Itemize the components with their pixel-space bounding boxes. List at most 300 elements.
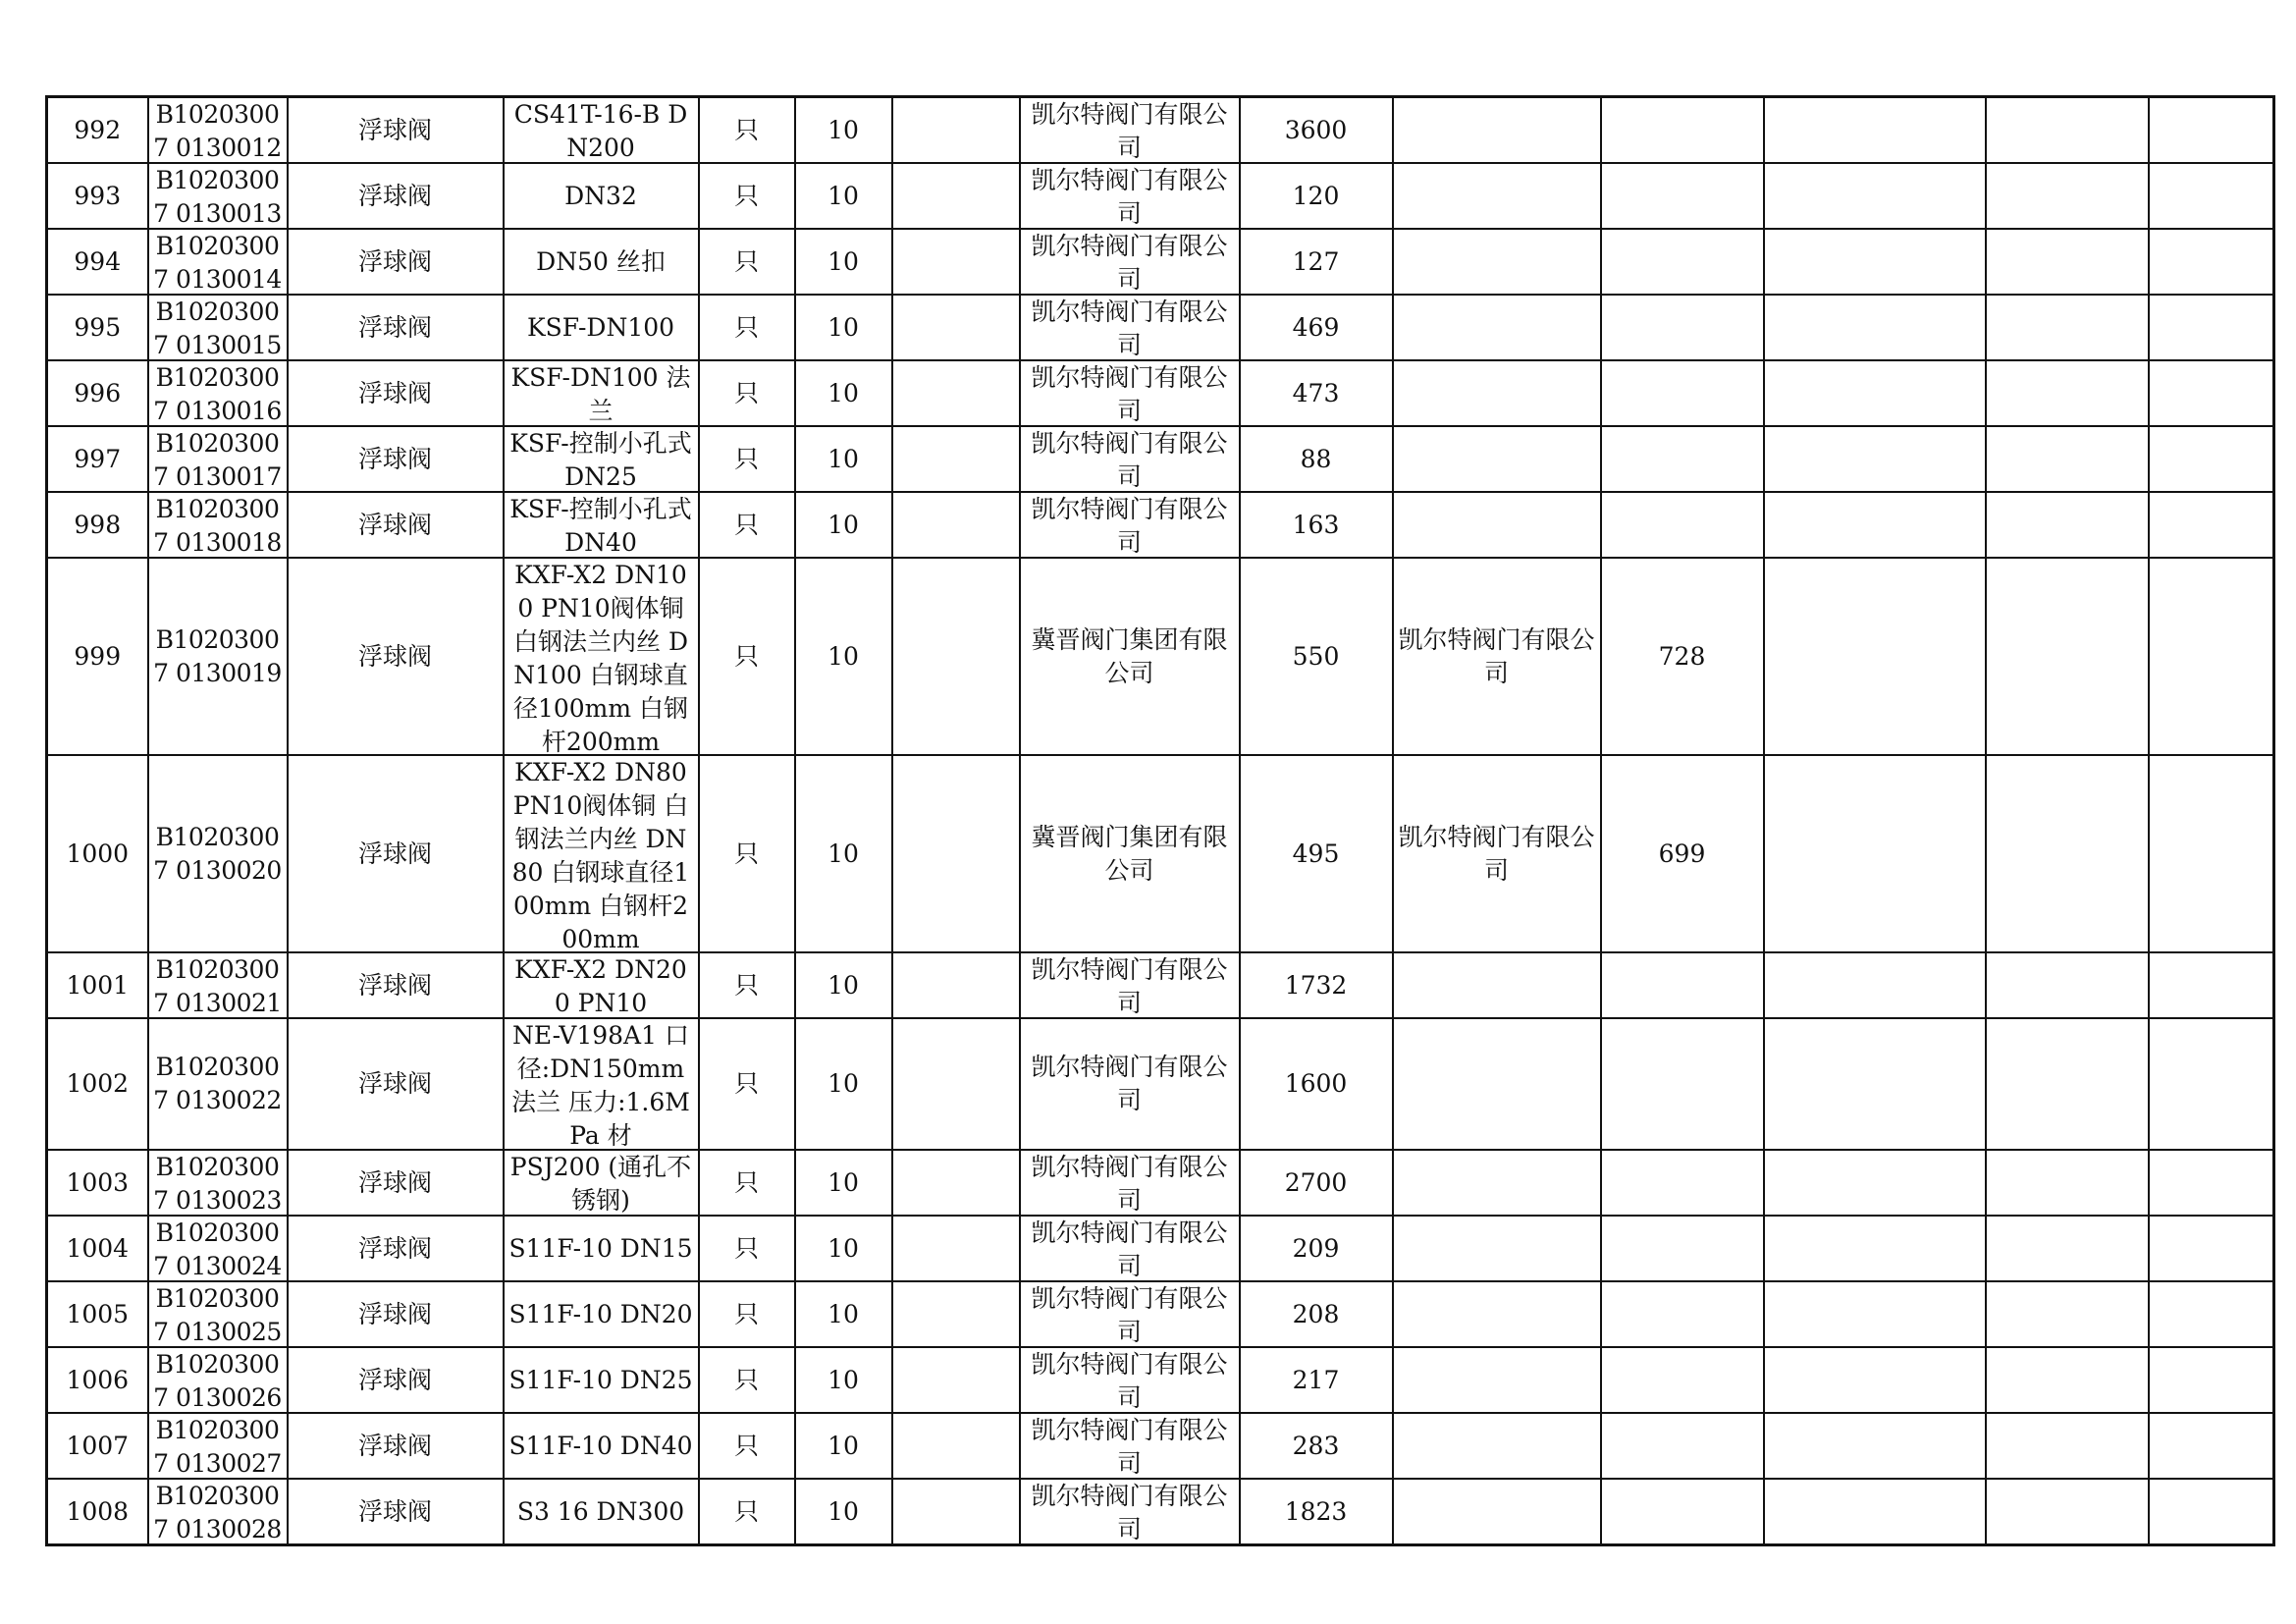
table-row bbox=[47, 1413, 2274, 1479]
empty-cell bbox=[1764, 229, 1986, 295]
spec-cell bbox=[504, 952, 699, 1018]
price-2-cell bbox=[1601, 229, 1764, 295]
quantity-cell: 10 bbox=[795, 97, 892, 164]
item-name-cell: 浮球阀 bbox=[288, 229, 504, 295]
empty-cell bbox=[1986, 163, 2149, 229]
material-code-text: B10203007 0130022 bbox=[153, 1053, 282, 1114]
quantity-cell: 10 bbox=[795, 755, 892, 952]
quantity-cell: 10 bbox=[795, 492, 892, 558]
empty-cell bbox=[1764, 426, 1986, 492]
unit-cell: 只 bbox=[699, 1347, 795, 1413]
row-number-cell: 1006 bbox=[47, 1347, 148, 1413]
row-number-cell: 992 bbox=[47, 97, 148, 164]
row-number-cell: 1000 bbox=[47, 755, 148, 952]
row-number-cell: 1008 bbox=[47, 1479, 148, 1545]
spec-cell bbox=[504, 558, 699, 755]
quantity-cell: 10 bbox=[795, 163, 892, 229]
supplier-2-cell bbox=[1393, 163, 1601, 229]
supplier-1-text: 凯尔特阀门有限公司 bbox=[1031, 495, 1228, 557]
item-name-cell: 浮球阀 bbox=[288, 1479, 504, 1545]
unit-cell: 只 bbox=[699, 492, 795, 558]
empty-cell bbox=[1764, 97, 1986, 164]
supplier-1-cell bbox=[1020, 426, 1240, 492]
supplier-2-cell bbox=[1393, 360, 1601, 426]
quantity-cell: 10 bbox=[795, 426, 892, 492]
supplier-1-cell bbox=[1020, 229, 1240, 295]
item-name-cell: 浮球阀 bbox=[288, 426, 504, 492]
table-row bbox=[47, 295, 2274, 360]
spec-cell bbox=[504, 1150, 699, 1216]
unit-cell: 只 bbox=[699, 163, 795, 229]
price-2-cell bbox=[1601, 295, 1764, 360]
price-2-cell bbox=[1601, 1150, 1764, 1216]
supplier-2-text: 凯尔特阀门有限公司 bbox=[1398, 624, 1595, 687]
spec-text: S11F-10 DN20 bbox=[508, 1299, 693, 1328]
spec-text: KSF-DN100 法兰 bbox=[510, 363, 691, 425]
price-1-cell: 1732 bbox=[1240, 952, 1393, 1018]
spec-text: KXF-X2 DN200 PN10 bbox=[514, 955, 687, 1017]
price-1-cell: 3600 bbox=[1240, 97, 1393, 164]
spec-cell bbox=[504, 492, 699, 558]
supplier-1-cell bbox=[1020, 1281, 1240, 1347]
supplier-1-cell bbox=[1020, 1018, 1240, 1150]
empty-cell bbox=[2149, 1479, 2274, 1545]
empty-cell bbox=[1764, 1347, 1986, 1413]
note-cell bbox=[892, 952, 1020, 1018]
table-row bbox=[47, 1479, 2274, 1545]
item-name-cell: 浮球阀 bbox=[288, 1216, 504, 1281]
spec-cell bbox=[504, 1281, 699, 1347]
material-code-cell bbox=[148, 229, 288, 295]
price-1-cell: 209 bbox=[1240, 1216, 1393, 1281]
empty-cell bbox=[1764, 952, 1986, 1018]
material-code-text: B10203007 0130013 bbox=[153, 166, 282, 228]
empty-cell bbox=[1986, 97, 2149, 164]
empty-cell bbox=[1986, 229, 2149, 295]
unit-cell: 只 bbox=[699, 1413, 795, 1479]
spec-text: PSJ200 (通孔不锈钢) bbox=[509, 1153, 692, 1215]
supplier-2-cell bbox=[1393, 492, 1601, 558]
spec-text: S11F-10 DN25 bbox=[508, 1365, 693, 1394]
quantity-cell: 10 bbox=[795, 1281, 892, 1347]
material-code-text: B10203007 0130020 bbox=[153, 822, 282, 885]
supplier-1-text: 凯尔特阀门有限公司 bbox=[1031, 100, 1228, 162]
row-number-cell: 1001 bbox=[47, 952, 148, 1018]
spec-text: KSF-控制小孔式 DN40 bbox=[509, 495, 692, 557]
price-1-cell: 217 bbox=[1240, 1347, 1393, 1413]
supplier-1-text: 冀晋阀门集团有限公司 bbox=[1031, 624, 1228, 687]
material-code-cell bbox=[148, 558, 288, 755]
quantity-cell: 10 bbox=[795, 1413, 892, 1479]
item-name-cell: 浮球阀 bbox=[288, 295, 504, 360]
empty-cell bbox=[1986, 295, 2149, 360]
spec-text: KSF-控制小孔式 DN25 bbox=[509, 429, 692, 491]
empty-cell bbox=[1764, 295, 1986, 360]
spec-text: KXF-X2 DN100 PN10阀体铜 白钢法兰内丝 DN100 白钢球直径100mm 白钢杆200mm bbox=[512, 561, 689, 754]
price-1-cell: 2700 bbox=[1240, 1150, 1393, 1216]
empty-cell bbox=[1764, 1413, 1986, 1479]
price-1-cell: 495 bbox=[1240, 755, 1393, 952]
row-number-cell: 1004 bbox=[47, 1216, 148, 1281]
spec-text: S11F-10 DN15 bbox=[508, 1233, 693, 1263]
spec-cell bbox=[504, 295, 699, 360]
table-row bbox=[47, 163, 2274, 229]
table-row bbox=[47, 97, 2274, 164]
quantity-cell: 10 bbox=[795, 360, 892, 426]
price-2-cell bbox=[1601, 426, 1764, 492]
supplier-1-cell bbox=[1020, 492, 1240, 558]
row-number-cell: 1003 bbox=[47, 1150, 148, 1216]
note-cell bbox=[892, 755, 1020, 952]
empty-cell bbox=[2149, 1216, 2274, 1281]
empty-cell bbox=[1764, 558, 1986, 755]
material-code-cell bbox=[148, 1347, 288, 1413]
material-code-cell bbox=[148, 1018, 288, 1150]
item-name-cell: 浮球阀 bbox=[288, 97, 504, 164]
supplier-1-cell bbox=[1020, 558, 1240, 755]
supplier-1-cell bbox=[1020, 1150, 1240, 1216]
unit-cell: 只 bbox=[699, 1479, 795, 1545]
price-2-cell: 699 bbox=[1601, 755, 1764, 952]
empty-cell bbox=[1986, 1018, 2149, 1150]
supplier-2-cell bbox=[1393, 229, 1601, 295]
supplier-1-text: 冀晋阀门集团有限公司 bbox=[1031, 822, 1228, 885]
quantity-cell: 10 bbox=[795, 1479, 892, 1545]
material-code-text: B10203007 0130027 bbox=[153, 1416, 282, 1478]
note-cell bbox=[892, 1018, 1020, 1150]
supplier-2-cell bbox=[1393, 558, 1601, 755]
supplier-2-cell bbox=[1393, 1413, 1601, 1479]
empty-cell bbox=[1764, 360, 1986, 426]
supplier-1-cell bbox=[1020, 295, 1240, 360]
empty-cell bbox=[1764, 755, 1986, 952]
empty-cell bbox=[2149, 360, 2274, 426]
empty-cell bbox=[1986, 1413, 2149, 1479]
row-number-cell: 997 bbox=[47, 426, 148, 492]
spec-cell bbox=[504, 163, 699, 229]
quantity-cell: 10 bbox=[795, 229, 892, 295]
empty-cell bbox=[2149, 97, 2274, 164]
note-cell bbox=[892, 426, 1020, 492]
price-1-cell: 283 bbox=[1240, 1413, 1393, 1479]
row-number-cell: 1007 bbox=[47, 1413, 148, 1479]
supplier-1-cell bbox=[1020, 360, 1240, 426]
material-code-cell bbox=[148, 295, 288, 360]
table-row bbox=[47, 1150, 2274, 1216]
unit-cell: 只 bbox=[699, 229, 795, 295]
item-name-cell: 浮球阀 bbox=[288, 755, 504, 952]
price-2-cell bbox=[1601, 1347, 1764, 1413]
empty-cell bbox=[1764, 1216, 1986, 1281]
unit-cell: 只 bbox=[699, 558, 795, 755]
supplier-2-cell bbox=[1393, 97, 1601, 164]
material-code-cell bbox=[148, 1281, 288, 1347]
row-number-cell: 1002 bbox=[47, 1018, 148, 1150]
price-1-cell: 1600 bbox=[1240, 1018, 1393, 1150]
spec-text: DN50 丝扣 bbox=[536, 246, 666, 276]
material-code-cell bbox=[148, 952, 288, 1018]
price-1-cell: 88 bbox=[1240, 426, 1393, 492]
item-name-cell: 浮球阀 bbox=[288, 360, 504, 426]
supplier-1-cell bbox=[1020, 1479, 1240, 1545]
spec-text: NE-V198A1 口径:DN150mm法兰 压力:1.6MPa 材 bbox=[511, 1021, 690, 1149]
supplier-1-text: 凯尔特阀门有限公司 bbox=[1031, 1218, 1228, 1280]
material-code-text: B10203007 0130028 bbox=[153, 1482, 282, 1543]
unit-cell: 只 bbox=[699, 1018, 795, 1150]
item-name-cell: 浮球阀 bbox=[288, 1018, 504, 1150]
spec-cell bbox=[504, 229, 699, 295]
supplier-1-cell bbox=[1020, 1413, 1240, 1479]
empty-cell bbox=[1986, 1347, 2149, 1413]
table-row bbox=[47, 229, 2274, 295]
price-1-cell: 208 bbox=[1240, 1281, 1393, 1347]
supplier-1-text: 凯尔特阀门有限公司 bbox=[1031, 1416, 1228, 1478]
quantity-cell: 10 bbox=[795, 1347, 892, 1413]
quantity-cell: 10 bbox=[795, 952, 892, 1018]
material-code-cell bbox=[148, 360, 288, 426]
table-row bbox=[47, 952, 2274, 1018]
material-code-cell bbox=[148, 163, 288, 229]
supplier-2-cell bbox=[1393, 1018, 1601, 1150]
spec-text: DN32 bbox=[564, 181, 637, 210]
material-code-cell bbox=[148, 1216, 288, 1281]
empty-cell bbox=[1986, 1150, 2149, 1216]
supplier-2-cell bbox=[1393, 1479, 1601, 1545]
empty-cell bbox=[2149, 426, 2274, 492]
material-code-text: B10203007 0130014 bbox=[153, 232, 282, 294]
spec-text: CS41T-16-B DN200 bbox=[513, 100, 688, 162]
note-cell bbox=[892, 295, 1020, 360]
supplier-1-cell bbox=[1020, 952, 1240, 1018]
material-code-text: B10203007 0130019 bbox=[153, 624, 282, 687]
material-code-cell bbox=[148, 1413, 288, 1479]
note-cell bbox=[892, 1281, 1020, 1347]
unit-cell: 只 bbox=[699, 295, 795, 360]
empty-cell bbox=[1764, 1018, 1986, 1150]
spec-cell bbox=[504, 755, 699, 952]
item-name-cell: 浮球阀 bbox=[288, 1413, 504, 1479]
unit-cell: 只 bbox=[699, 1281, 795, 1347]
quantity-cell: 10 bbox=[795, 1150, 892, 1216]
price-2-cell bbox=[1601, 163, 1764, 229]
empty-cell bbox=[2149, 1347, 2274, 1413]
note-cell bbox=[892, 97, 1020, 164]
supplier-1-text: 凯尔特阀门有限公司 bbox=[1031, 166, 1228, 228]
material-code-text: B10203007 0130012 bbox=[153, 100, 282, 162]
quantity-cell: 10 bbox=[795, 558, 892, 755]
row-number-cell: 999 bbox=[47, 558, 148, 755]
supplier-1-text: 凯尔特阀门有限公司 bbox=[1031, 1053, 1228, 1114]
item-name-cell: 浮球阀 bbox=[288, 1150, 504, 1216]
price-1-cell: 163 bbox=[1240, 492, 1393, 558]
supplier-2-text: 凯尔特阀门有限公司 bbox=[1398, 822, 1595, 885]
table-row bbox=[47, 1281, 2274, 1347]
price-2-cell bbox=[1601, 1479, 1764, 1545]
empty-cell bbox=[1986, 492, 2149, 558]
empty-cell bbox=[1986, 1479, 2149, 1545]
item-name-cell: 浮球阀 bbox=[288, 163, 504, 229]
unit-cell: 只 bbox=[699, 360, 795, 426]
price-1-cell: 120 bbox=[1240, 163, 1393, 229]
price-2-cell bbox=[1601, 360, 1764, 426]
price-2-cell bbox=[1601, 1018, 1764, 1150]
empty-cell bbox=[2149, 1413, 2274, 1479]
material-code-cell bbox=[148, 97, 288, 164]
supplier-1-cell bbox=[1020, 755, 1240, 952]
supplier-1-text: 凯尔特阀门有限公司 bbox=[1031, 955, 1228, 1017]
note-cell bbox=[892, 1413, 1020, 1479]
item-name-cell: 浮球阀 bbox=[288, 952, 504, 1018]
material-code-text: B10203007 0130023 bbox=[153, 1153, 282, 1215]
supplier-2-cell bbox=[1393, 1216, 1601, 1281]
price-table bbox=[45, 95, 2275, 1546]
spec-cell bbox=[504, 1018, 699, 1150]
note-cell bbox=[892, 1150, 1020, 1216]
note-cell bbox=[892, 229, 1020, 295]
table-row bbox=[47, 426, 2274, 492]
price-1-cell: 469 bbox=[1240, 295, 1393, 360]
supplier-1-text: 凯尔特阀门有限公司 bbox=[1031, 232, 1228, 294]
spec-cell bbox=[504, 1413, 699, 1479]
price-2-cell bbox=[1601, 1216, 1764, 1281]
supplier-1-text: 凯尔特阀门有限公司 bbox=[1031, 1350, 1228, 1412]
row-number-cell: 994 bbox=[47, 229, 148, 295]
price-1-cell: 127 bbox=[1240, 229, 1393, 295]
item-name-cell: 浮球阀 bbox=[288, 558, 504, 755]
empty-cell bbox=[1986, 1216, 2149, 1281]
spec-text: KSF-DN100 bbox=[526, 312, 675, 342]
row-number-cell: 996 bbox=[47, 360, 148, 426]
note-cell bbox=[892, 1479, 1020, 1545]
empty-cell bbox=[2149, 952, 2274, 1018]
item-name-cell: 浮球阀 bbox=[288, 1347, 504, 1413]
unit-cell: 只 bbox=[699, 1150, 795, 1216]
supplier-1-text: 凯尔特阀门有限公司 bbox=[1031, 429, 1228, 491]
material-code-cell bbox=[148, 426, 288, 492]
table-row bbox=[47, 1018, 2274, 1150]
supplier-2-cell bbox=[1393, 1150, 1601, 1216]
price-1-cell: 1823 bbox=[1240, 1479, 1393, 1545]
row-number-cell: 993 bbox=[47, 163, 148, 229]
item-name-cell: 浮球阀 bbox=[288, 1281, 504, 1347]
note-cell bbox=[892, 558, 1020, 755]
supplier-1-text: 凯尔特阀门有限公司 bbox=[1031, 1482, 1228, 1543]
empty-cell bbox=[1986, 426, 2149, 492]
empty-cell bbox=[1986, 558, 2149, 755]
material-code-cell bbox=[148, 492, 288, 558]
supplier-2-cell bbox=[1393, 426, 1601, 492]
price-2-cell bbox=[1601, 952, 1764, 1018]
supplier-1-text: 凯尔特阀门有限公司 bbox=[1031, 298, 1228, 359]
item-name-cell: 浮球阀 bbox=[288, 492, 504, 558]
empty-cell bbox=[1764, 1150, 1986, 1216]
spec-cell bbox=[504, 1479, 699, 1545]
row-number-cell: 998 bbox=[47, 492, 148, 558]
spec-cell bbox=[504, 1216, 699, 1281]
empty-cell bbox=[1764, 492, 1986, 558]
material-code-text: B10203007 0130015 bbox=[153, 298, 282, 359]
quantity-cell: 10 bbox=[795, 1018, 892, 1150]
spec-text: S11F-10 DN40 bbox=[508, 1431, 693, 1460]
supplier-1-text: 凯尔特阀门有限公司 bbox=[1031, 1284, 1228, 1346]
material-code-cell bbox=[148, 1479, 288, 1545]
price-2-cell bbox=[1601, 492, 1764, 558]
empty-cell bbox=[1764, 163, 1986, 229]
supplier-1-cell bbox=[1020, 163, 1240, 229]
supplier-1-text: 凯尔特阀门有限公司 bbox=[1031, 363, 1228, 425]
price-1-cell: 550 bbox=[1240, 558, 1393, 755]
unit-cell: 只 bbox=[699, 755, 795, 952]
table-row bbox=[47, 755, 2274, 952]
empty-cell bbox=[2149, 163, 2274, 229]
empty-cell bbox=[2149, 1018, 2274, 1150]
price-2-cell bbox=[1601, 97, 1764, 164]
spec-cell bbox=[504, 1347, 699, 1413]
price-2-cell bbox=[1601, 1281, 1764, 1347]
price-2-cell: 728 bbox=[1601, 558, 1764, 755]
supplier-1-cell bbox=[1020, 97, 1240, 164]
supplier-1-cell bbox=[1020, 1216, 1240, 1281]
supplier-2-cell bbox=[1393, 952, 1601, 1018]
quantity-cell: 10 bbox=[795, 295, 892, 360]
material-code-cell bbox=[148, 755, 288, 952]
empty-cell bbox=[1986, 755, 2149, 952]
empty-cell bbox=[2149, 755, 2274, 952]
empty-cell bbox=[1986, 360, 2149, 426]
empty-cell bbox=[1986, 952, 2149, 1018]
material-code-text: B10203007 0130016 bbox=[153, 363, 282, 425]
supplier-1-text: 凯尔特阀门有限公司 bbox=[1031, 1153, 1228, 1215]
unit-cell: 只 bbox=[699, 952, 795, 1018]
note-cell bbox=[892, 1216, 1020, 1281]
empty-cell bbox=[2149, 229, 2274, 295]
material-code-text: B10203007 0130017 bbox=[153, 429, 282, 491]
material-code-cell bbox=[148, 1150, 288, 1216]
supplier-2-cell bbox=[1393, 755, 1601, 952]
material-code-text: B10203007 0130024 bbox=[153, 1218, 282, 1280]
note-cell bbox=[892, 163, 1020, 229]
spec-cell bbox=[504, 426, 699, 492]
quantity-cell: 10 bbox=[795, 1216, 892, 1281]
table-row bbox=[47, 1347, 2274, 1413]
empty-cell bbox=[2149, 558, 2274, 755]
note-cell bbox=[892, 1347, 1020, 1413]
unit-cell: 只 bbox=[699, 97, 795, 164]
empty-cell bbox=[2149, 1281, 2274, 1347]
supplier-1-cell bbox=[1020, 1347, 1240, 1413]
price-2-cell bbox=[1601, 1413, 1764, 1479]
supplier-2-cell bbox=[1393, 1281, 1601, 1347]
empty-cell bbox=[2149, 1150, 2274, 1216]
empty-cell bbox=[1764, 1479, 1986, 1545]
row-number-cell: 1005 bbox=[47, 1281, 148, 1347]
material-code-text: B10203007 0130018 bbox=[153, 495, 282, 557]
empty-cell bbox=[1986, 1281, 2149, 1347]
supplier-2-cell bbox=[1393, 1347, 1601, 1413]
table-row bbox=[47, 492, 2274, 558]
table-body bbox=[47, 97, 2274, 1545]
price-1-cell: 473 bbox=[1240, 360, 1393, 426]
unit-cell: 只 bbox=[699, 1216, 795, 1281]
spec-text: S3 16 DN300 bbox=[516, 1496, 685, 1526]
table-row bbox=[47, 360, 2274, 426]
spec-cell bbox=[504, 360, 699, 426]
supplier-2-cell bbox=[1393, 295, 1601, 360]
spec-cell bbox=[504, 97, 699, 164]
empty-cell bbox=[1764, 1281, 1986, 1347]
empty-cell bbox=[2149, 492, 2274, 558]
note-cell bbox=[892, 492, 1020, 558]
